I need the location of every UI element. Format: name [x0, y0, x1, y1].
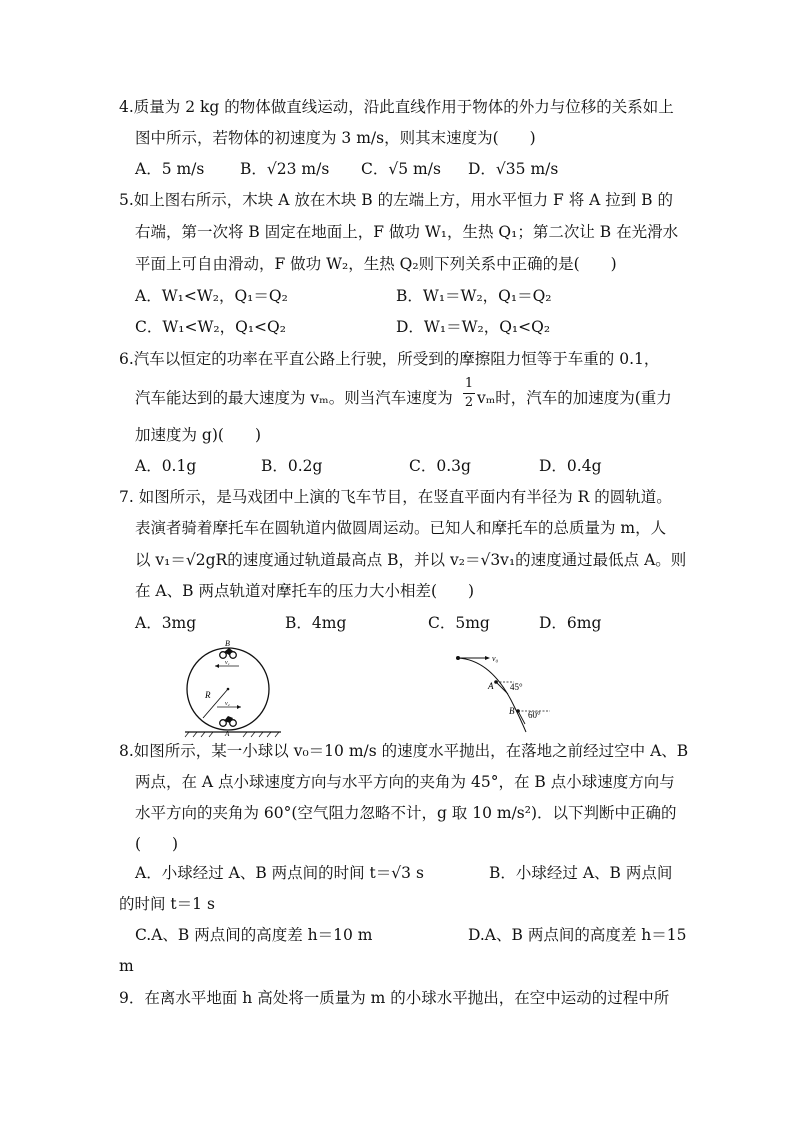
- angle-60-label: 60°: [528, 710, 541, 720]
- q6-option-d: D．0.4g: [539, 457, 602, 475]
- q7-option-b: B．4mg: [285, 614, 347, 632]
- rider-bottom-icon: [220, 716, 237, 726]
- q6-option-b: B．0.2g: [261, 457, 323, 475]
- q8-line-4: ( ): [135, 835, 179, 853]
- trajectory-curve: [458, 658, 526, 732]
- q4-option-c: C．√5 m/s: [361, 160, 441, 178]
- q6-fraction-bar: [463, 393, 475, 394]
- q5-option-b: B．W₁＝W₂，Q₁＝Q₂: [396, 287, 552, 305]
- v0-label: v₀: [492, 654, 499, 663]
- q5-option-d: D．W₁＝W₂，Q₁<Q₂: [396, 318, 551, 336]
- v2-label: v₂: [225, 701, 230, 707]
- v1-arrowhead: [215, 664, 219, 668]
- rider-top-icon: [220, 648, 237, 658]
- v0-arrowhead: [485, 656, 490, 660]
- point-a-label: A: [488, 681, 494, 691]
- q4-line-1: 4.质量为 2 kg 的物体做直线运动，沿此直线作用于物体的外力与位移的关系如上: [119, 98, 674, 116]
- q8-option-a: A．小球经过 A、B 两点间的时间 t＝√3 s: [135, 864, 424, 882]
- q8-option-c: C.A、B 两点间的高度差 h＝10 m: [135, 926, 373, 944]
- q8-line-1: 8.如图所示，某一小球以 v₀＝10 m/s 的速度水平抛出，在落地之前经过空中 A、B: [119, 742, 689, 760]
- point-a-velocity: [496, 682, 508, 694]
- q8-option-d-line-2: m: [119, 957, 134, 975]
- q4-option-a: A．5 m/s: [135, 160, 205, 178]
- q7-option-d: D．6mg: [539, 614, 602, 632]
- q9-line-1: 9．在离水平地面 h 高处将一质量为 m 的小球水平抛出，在空中运动的过程中所: [119, 989, 670, 1007]
- radius-label: R: [205, 690, 211, 700]
- ground-hatching: [185, 732, 279, 737]
- q7-option-c: C．5mg: [428, 614, 490, 632]
- point-b-label: B: [509, 706, 515, 716]
- q6-line-2b: vₘ时，汽车的加速度为(重力: [477, 389, 672, 407]
- q5-line-2: 右端，第一次将 B 固定在地面上，F 做功 W₁，生热 Q₁；第二次让 B 在光滑水: [135, 223, 679, 241]
- q5-line-3: 平面上可自由滑动，F 做功 W₂，生热 Q₂则下列关系中正确的是( ): [135, 255, 617, 273]
- v2-arrowhead: [237, 705, 241, 709]
- q6-fraction-numerator: 1: [464, 376, 474, 391]
- q5-option-a: A．W₁<W₂，Q₁＝Q₂: [135, 287, 288, 305]
- q8-line-3: 水平方向的夹角为 60°(空气阻力忽略不计，g 取 10 m/s²)．以下判断中正确的: [135, 804, 677, 822]
- q4-line-2: 图中所示，若物体的初速度为 3 m/s，则其末速度为( ): [135, 129, 536, 147]
- q7-option-a: A．3mg: [135, 614, 197, 632]
- q4-option-b: B．√23 m/s: [240, 160, 330, 178]
- q6-line-2a: 汽车能达到的最大速度为 vₘ。则当汽车速度为: [135, 389, 453, 407]
- q6-option-a: A．0.1g: [135, 457, 197, 475]
- q7-line-4: 在 A、B 两点轨道对摩托车的压力大小相差( ): [135, 582, 475, 600]
- q8-option-b-line-1: B．小球经过 A、B 两点间: [489, 864, 673, 882]
- q7-line-3: 以 v₁＝√2gR的速度通过轨道最高点 B，并以 v₂＝√3v₁的速度通过最低点 A。则: [135, 551, 687, 569]
- q6-line-3: 加速度为 g)( ): [135, 426, 261, 444]
- q5-option-c: C．W₁<W₂，Q₁<Q₂: [135, 318, 286, 336]
- point-b-label: B: [225, 639, 230, 648]
- q7-line-1: 7. 如图所示，是马戏团中上演的飞车节目，在竖直平面内有半径为 R 的圆轨道。: [119, 488, 672, 506]
- q5-line-1: 5.如上图右所示，木块 A 放在木块 B 的左端上方，用水平恒力 F 将 A 拉到 B 的: [119, 191, 673, 209]
- q6-fraction-denominator: 2: [464, 395, 474, 410]
- v1-label: v₁: [225, 660, 230, 666]
- q8-option-d-line-1: D.A、B 两点间的高度差 h＝15: [468, 926, 687, 944]
- q6-option-c: C．0.3g: [409, 457, 471, 475]
- q4-option-d: D．√35 m/s: [468, 160, 559, 178]
- q7-line-2: 表演者骑着摩托车在圆轨道内做圆周运动。已知人和摩托车的总质量为 m，人: [135, 519, 667, 537]
- projectile-figure: [452, 648, 562, 734]
- point-a-label: A: [225, 730, 230, 738]
- q6-line-1: 6.汽车以恒定的功率在平直公路上行驶，所受到的摩擦阻力恒等于车重的 0.1，: [119, 350, 660, 368]
- q8-option-b-line-2: 的时间 t＝1 s: [119, 895, 215, 913]
- loop-track-figure: [183, 638, 283, 738]
- q8-line-2: 两点，在 A 点小球速度方向与水平方向的夹角为 45°，在 B 点小球速度方向与: [135, 773, 675, 791]
- angle-45-label: 45°: [510, 682, 523, 692]
